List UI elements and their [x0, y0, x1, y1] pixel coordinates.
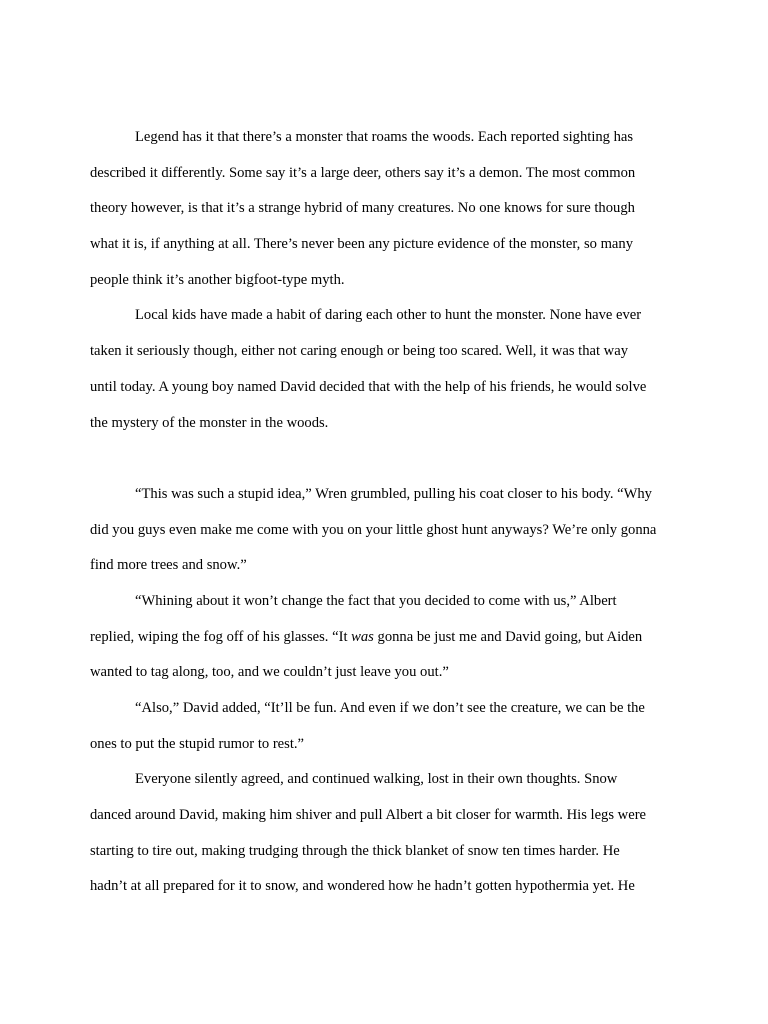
- paragraph-everyone: [90, 762, 680, 905]
- scene-break: [90, 441, 680, 477]
- text-line: the mystery of the monster in the woods.: [90, 414, 329, 431]
- text-line: danced around David, making him shiver and pull Albert a bit closer for warmth. His legs were: [90, 807, 647, 824]
- text-line: [90, 620, 680, 656]
- text-line: ones to put the stupid rumor to rest.”: [90, 735, 305, 752]
- text-segment: replied, wiping the fog off of his glasses. “It: [90, 628, 352, 645]
- paragraph-legend: [90, 120, 680, 298]
- text-line: wanted to tag along, too, and we couldn’t just leave you out.”: [90, 664, 449, 681]
- paragraph-albert: [90, 584, 680, 691]
- text-line: find more trees and snow.”: [90, 557, 247, 574]
- text-line: starting to tire out, making trudging through the thick blanket of snow ten times harder. He: [90, 842, 620, 859]
- text-line: Legend has it that there’s a monster that roams the woods. Each reported sighting has: [135, 129, 634, 145]
- text-line: “Whining about it won’t change the fact that you decided to come with us,” Albert: [135, 592, 617, 609]
- text-line: “This was such a stupid idea,” Wren grumbled, pulling his coat closer to his body. “Why: [135, 485, 652, 502]
- document-page: [90, 120, 680, 905]
- text-segment: gonna be just me and David going, but Aiden: [373, 628, 643, 645]
- text-line: “Also,” David added, “It’ll be fun. And even if we don’t see the creature, we can be the: [135, 700, 645, 716]
- text-line: taken it seriously though, either not caring enough or being too scared. Well, it was that way: [90, 343, 628, 360]
- text-line: did you guys even make me come with you on your little ghost hunt anyways? We’re only gonna: [90, 521, 657, 538]
- paragraph-wren: [90, 477, 680, 584]
- paragraph-local-kids: [90, 298, 680, 441]
- text-line: until today. A young boy named David decided that with the help of his friends, he would solve: [90, 378, 647, 395]
- emphasis-text: was: [351, 628, 374, 645]
- text-line: described it differently. Some say it’s a large deer, others say it’s a demon. The most common: [90, 164, 636, 181]
- text-line: Everyone silently agreed, and continued walking, lost in their own thoughts. Snow: [135, 771, 618, 788]
- text-line: what it is, if anything at all. There’s never been any picture evidence of the monster, so many: [90, 236, 633, 253]
- text-line: people think it’s another bigfoot-type myth.: [90, 271, 345, 288]
- paragraph-david: [90, 691, 680, 762]
- text-line: theory however, is that it’s a strange hybrid of many creatures. No one knows for sure though: [90, 200, 635, 217]
- text-line: hadn’t at all prepared for it to snow, and wondered how he hadn’t gotten hypothermia yet. He: [90, 878, 635, 895]
- text-line: Local kids have made a habit of daring each other to hunt the monster. None have ever: [135, 307, 642, 324]
